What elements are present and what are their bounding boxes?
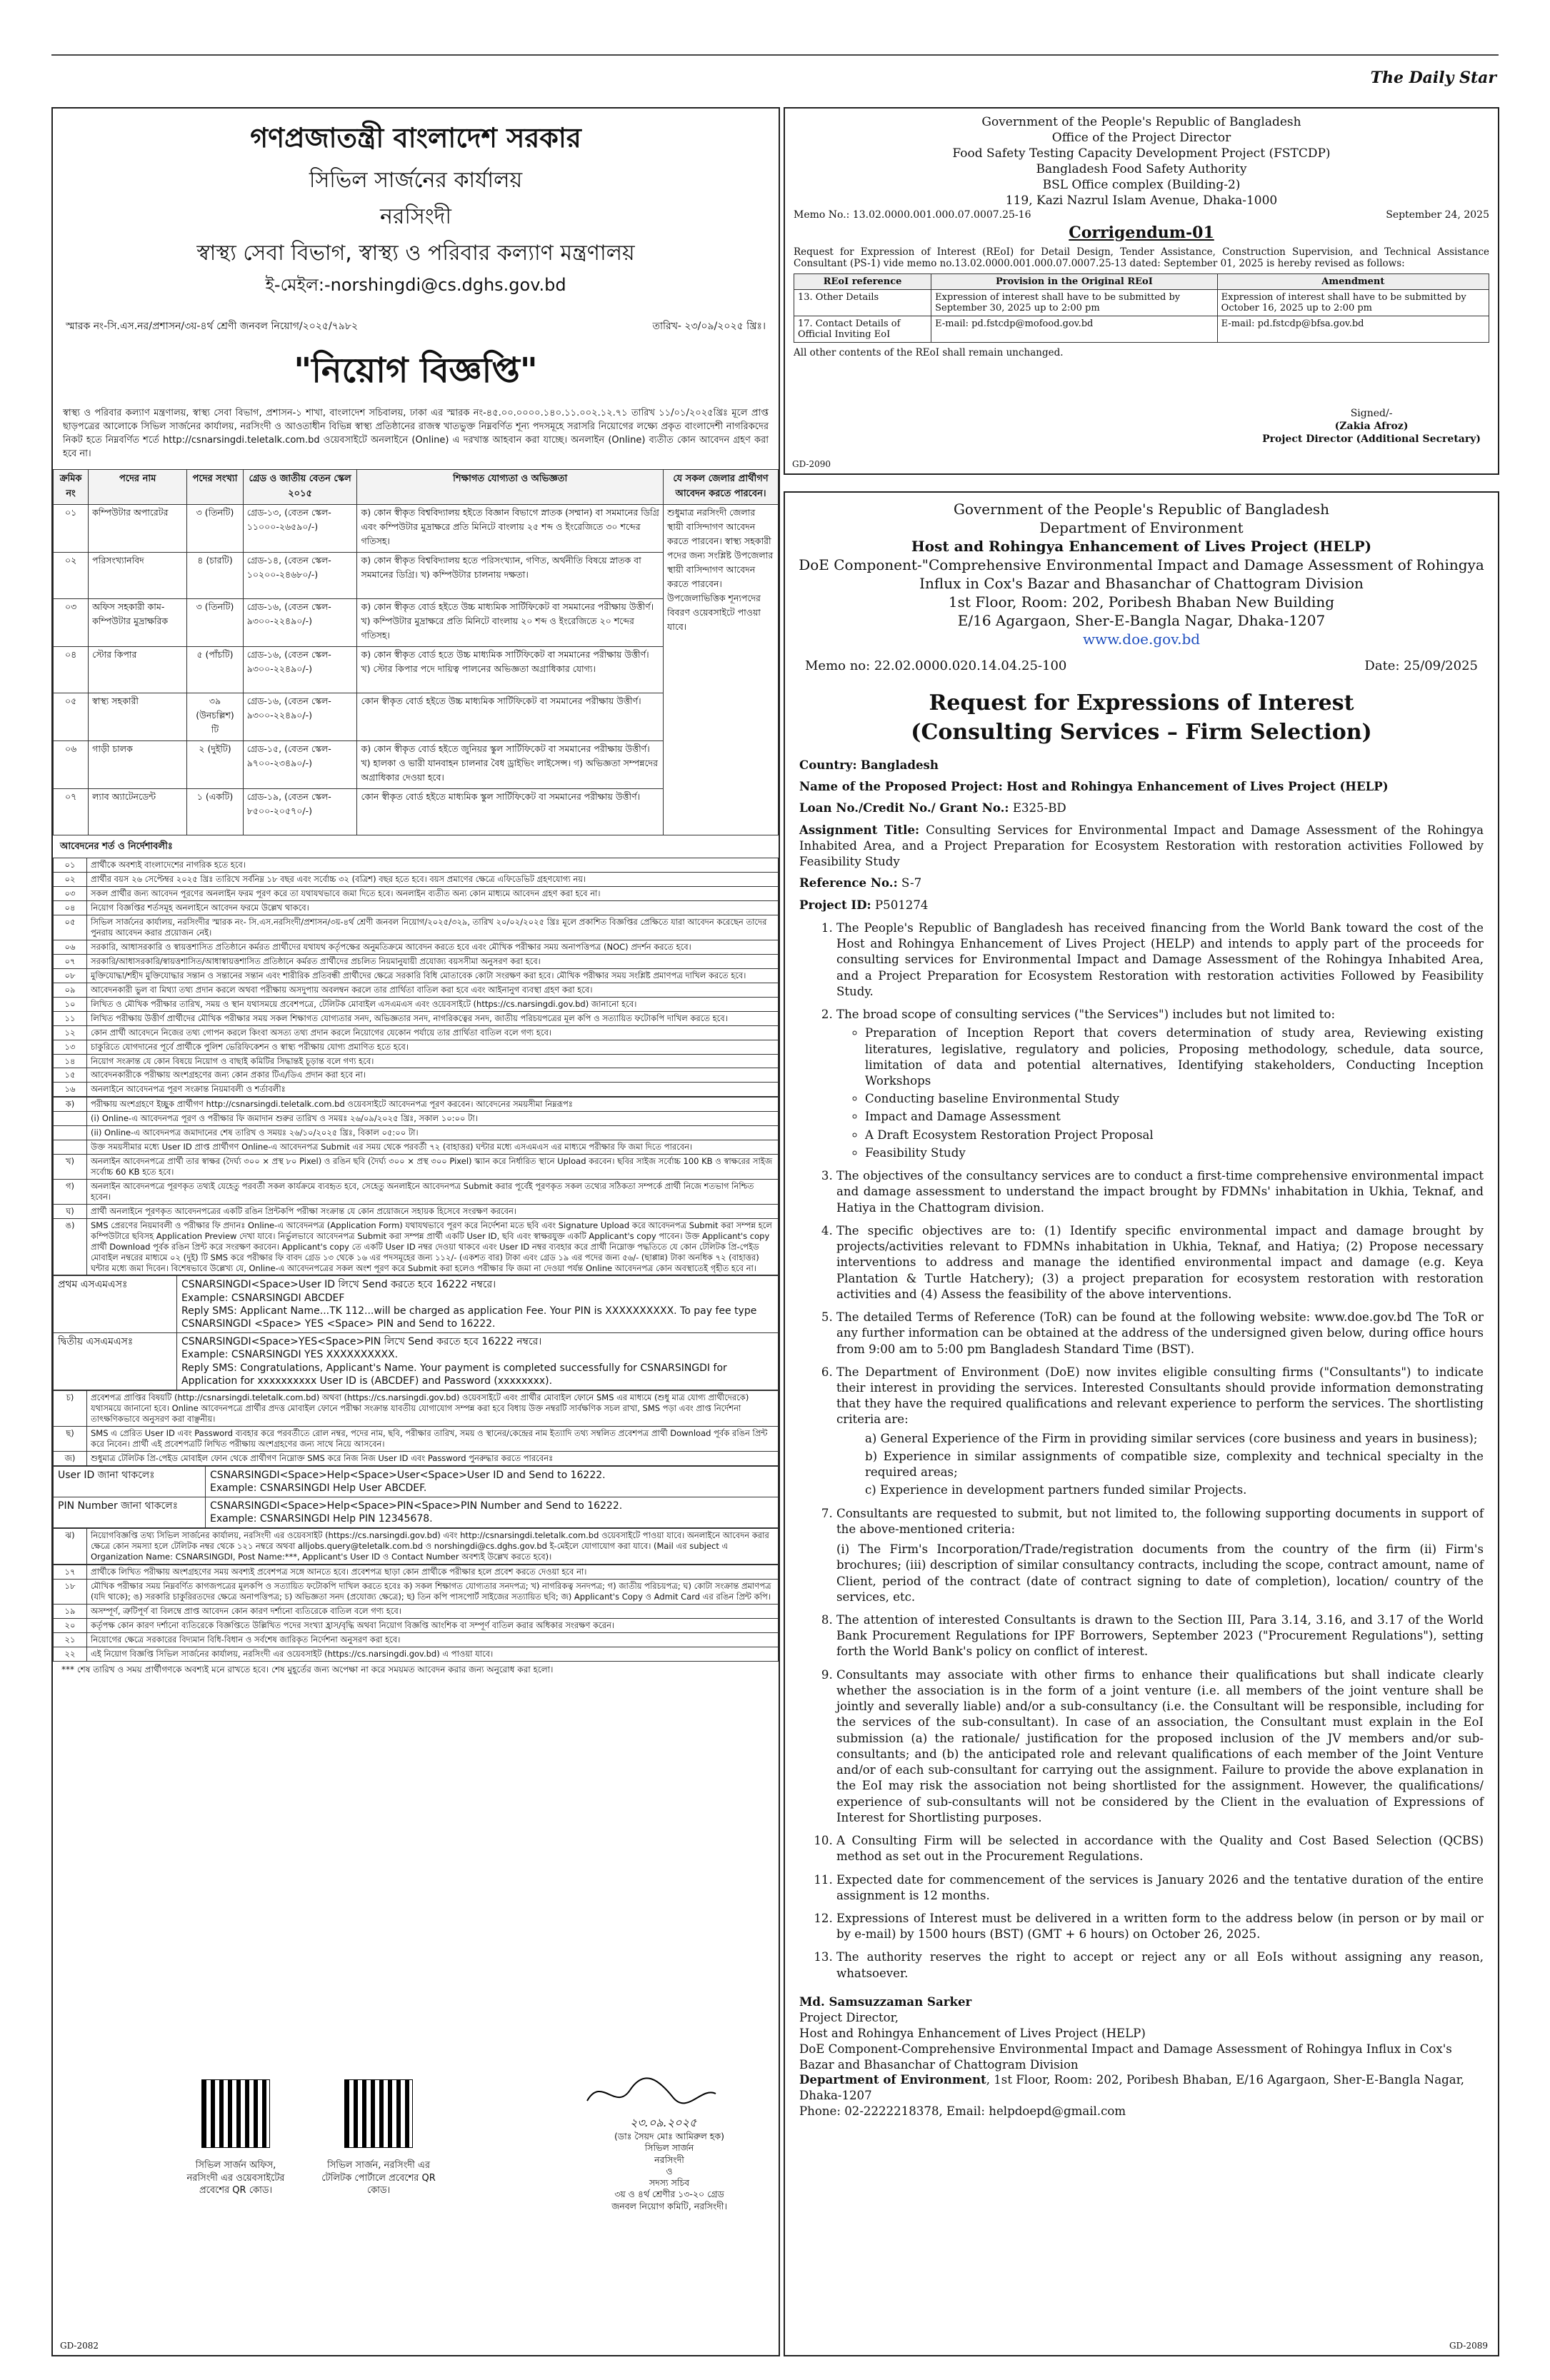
header-line-2: Department of Environment [1039,519,1244,536]
condition-number: ১৬ [54,1083,87,1097]
qr-code-teletalk[interactable] [344,2079,413,2148]
post-qual: ক) কোন স্বীকৃত বোর্ড হইতে জুনিয়র স্কুল সার্টিফিকেট বা সমমানের পরীক্ষায় উত্তীর্ণ। খ) হালকা ও ভারী যানবাহন চালনার বৈধ ড্রাইভিং লাইসেন্স। গ) অভিজ্ঞতা সম্পন্নদের অগ্রাধিকার দেওয়া হবে। [357,741,664,789]
post-name: স্টোর কিপার [89,647,187,693]
header-line-6: E/16 Agargaon, Sher-E-Bangla Nagar, Dhaka-1207 [957,612,1326,629]
list-item: 10. A Consulting Firm will be selected in accordance with the Quality and Cost Based Selection (QCBS) method as set out in the Procurement Regulations. [836,1833,1484,1864]
qr-code-website[interactable] [201,2079,270,2148]
newspaper-masthead: The Daily Star [1370,69,1496,87]
doe-eoi-ad [784,491,1499,2356]
project-id-line: Project ID: P501274 [799,897,929,912]
condition-number [54,1112,87,1126]
table-row [54,915,779,940]
list-item: 4. The specific objectives are to: (1) Identify specific environmental impact and damage brought by projects/activities relevant to FDMNs inhabitation in Ukhia, Teknaf, and Hatiya; (2) Propose necessary interventions to address and manage the identified environmental impact and damage (e.g. Keya Plantation & Turtle Hatchery); (3) a project preparation for ecosystem restoration with restoration activities and (4) Assess the feasibility of the above interventions. [836,1223,1484,1302]
sms-first-reply: Reply SMS: Applicant Name...TK 112...will be charged as application Fee. Your PIN is XXXXXXXXXX. To pay fee type CSNARSINGDI <Space> YES <Space> PIN and Send to 16222. [181,1305,757,1330]
condition-number: ২১ [54,1632,87,1647]
eoi-header [785,493,1498,648]
signatory-address: Department of Environment, 1st Floor, Room: 202, Poribesh Bhaban, E/16 Agargaon, Sher-E-Bangla Nagar, Dhaka-1207 [799,2072,1465,2103]
posts-col-header: গ্রেড ও জাতীয় বেতন স্কেল ২০১৫ [243,470,357,505]
header-line-3: Food Safety Testing Capacity Development Project (FSTCDP) [952,146,1331,161]
eoi-signature: Md. Samsuzzaman Sarker Project Director, Host and Rohingya Enhancement of Lives Project (HELP) DoE Component-Comprehensive Environmental Impact and Damage Assessment of Rohingya Influx in Cox's Bazar and Bhasanchar of Chattogram Division Department of Environment, 1st Floor, Room: 202, Poribesh Bhaban, E/16 Agargaon, Sher-E-Bangla Nagar, Dhaka-1207 Phone: 02-2222218378, Email: helpdoepd@gmail.com [785,1994,1498,2119]
project-line: Name of the Proposed Project: Host and Rohingya Enhancement of Lives Project (HELP) [799,779,1389,794]
condition-text: চাকুরিতে যোগদানের পূর্বে প্রার্থীকে পুলিশ ভেরিফিকেশন ও স্বাস্থ্য পরীক্ষায় যোগ্য প্রমাণিত হতে হবে। [87,1040,779,1054]
table-row [54,1025,779,1040]
condition-number: ১০ [54,997,87,1011]
table-row [54,1126,779,1140]
condition-number: ২০ [54,1618,87,1632]
posts-col-header: পদের সংখ্যা [187,470,244,505]
condition-number: ০৬ [54,940,87,955]
sms-second-label: দ্বিতীয় এসএমএসঃ [54,1333,177,1390]
district-title: নরসিংদী [379,204,452,229]
uid-example: Example: CSNARSINGDI Help User ABCDEF. [210,1482,427,1494]
list-item: 8. The attention of interested Consultants is drawn to the Section III, Para 3.14, 3.16, and 3.17 of the World Bank Procurement Regulations for IPF Borrowers, September 2023 ("Procurement Regulations"), setting forth the World Bank's policy on conflict of interest. [836,1612,1484,1660]
uid-line: CSNARSINGDI<Space>Help<Space>User<Space>User ID and Send to 16222. [210,1469,606,1481]
header-line-1: Government of the People's Republic of Bangladesh [953,501,1330,518]
col-original: Provision in the Original REoI [931,273,1218,289]
list-item: 2. The broad scope of consulting services ("the Services") includes but not limited to: ◦ Preparation of Inception Report that covers determination of study area, Reviewing existing literatures, legislative, regulatory and policies, Proposing methodology, schedule, data source, limitation of data and potential alternatives, Identifying stakeholders, Conducting Inception Workshops ◦ Conducting baseline Environmental Study ◦ Impact and Damage Assessment ◦ A Draft Ecosystem Restoration Project Proposal ◦ Feasibility Study [836,1007,1484,1161]
condition-text: উক্ত সময়সীমার মধ্যে User ID প্রাপ্ত প্রার্থীগণ Online-এ আবেদনপত্র Submit এর সময় থেকে পরবর্তী ৭২ (বাহাত্তর) ঘন্টার মধ্যে এসএমএস এর মাধ্যমে পরীক্ষার ফি জমা দিতে পারবেন। [87,1140,779,1155]
post-count: ৫ (পাঁচটি) [187,647,244,693]
post-name: গাড়ী চালক [89,741,187,789]
corrigendum-signature [1262,407,1481,446]
criteria-item: b) Experience in similar assignments of compatible size, complexity and technical specialty in the required areas; [865,1449,1484,1480]
post-count: ২ (দুইটি) [187,741,244,789]
condition-text: সিভিল সার্জনের কার্যালয়, নরসিংদীর স্মারক নং- সি.এস.নরসিংদী/প্রশাসন/৩য়-৪র্থ শ্রেণী জনবল নিয়োগ/২০২৫/৩২৯, তারিখ ২০/০২/২০২৫ খ্রিঃ মূলে প্রকাশিত বিজ্ঞপ্তির প্রেক্ষিতে যারা আবেদন করেছেন তাদের পুনরায় আবেদন করার প্রয়োজন নেই। [87,915,779,940]
table-row [54,1647,779,1661]
condition-text: (ii) Online-এ আবেদনপত্র জমাদানের শেষ তারিখ ও সময়ঃ ২৬/১০/২০২৫ খ্রিঃ, বিকাল ০৫:০০ টা। [87,1126,779,1140]
uid-label: User ID জানা থাকলেঃ [54,1466,206,1497]
notice-title: "নিয়োগ বিজ্ঞপ্তি" [294,351,538,391]
condition-number: ১১ [54,1011,87,1025]
condition-number: ১৯ [54,1604,87,1618]
condition-text: মৌখিক পরীক্ষার সময় নিম্নবর্ণিত কাগজপত্রের মূলকপি ও সত্যায়িত ফটোকপি দাখিল করতে হবেঃ ক) সকল শিক্ষাগত যোগ্যতার সনদপত্র; খ) নাগরিকত্ব সনদপত্র; গ) জাতীয় পরিচয়পত্র; ঘ) কোটা সংক্রান্ত প্রমাণপত্র (যদি থাকে); ঙ) সরকারি চাকুরিরতদের ক্ষেত্রে অনাপত্তিপত্র; চ) অভিজ্ঞতা সনদ (প্রযোজ্য ক্ষেত্রে); ছ) তিন কপি পাসপোর্ট সাইজের সত্যায়িত ছবি; জ) Applicant's Copy ও Admit Card এর রঙিন প্রিন্ট কপি। [87,1580,779,1605]
website-link[interactable]: www.doe.gov.bd [1082,631,1201,648]
condition-number: ১৪ [54,1054,87,1068]
ministry-title: স্বাস্থ্য সেবা বিভাগ, স্বাস্থ্য ও পরিবার কল্যাণ মন্ত্রণালয় [196,241,635,266]
table-row [54,1155,779,1180]
post-no: ০৫ [54,693,89,741]
table-row [54,997,779,1011]
condition-text: প্রার্থীর বয়স ২৬ সেপ্টেম্বর ২০২৫ খ্রিঃ তারিখে সর্বনিম্ন ১৮ বছর এবং সর্বোচ্চ ৩২ (বত্রিশ) বছর হতে হবে। বয়স প্রমাণের ক্ষেত্রে এফিডেভিট গ্রহণযোগ্য নয়। [87,873,779,887]
post-grade: গ্রেড-১৬, (বেতন স্কেল- ৯৩০০-২২৪৯০/-) [243,599,357,647]
admit-card-note: প্রবেশপত্র প্রাপ্তির বিষয়টি (http://csnarsingdi.teletalk.com.bd) অথবা (https://cs.narsingdi.gov.bd) ওয়েবসাইটে এবং প্রার্থীর মোবাইল ফোনে SMS এর মাধ্যমে (শুধু মাত্র যোগ্য প্রার্থীদেরকে) যথাসময়ে জানানো হবে। Online আবেদনপত্রে প্রার্থীর প্রদত্ত মোবাইল ফোনে পরীক্ষা সংক্রান্ত যাবতীয় যোগাযোগ সম্পন্ন করা হবে বিধায় উক্ত নম্বরটি সার্বক্ষণিক সচল রাখা, SMS পড়া এবং প্রাপ্ত নির্দেশনা তাৎক্ষণিকভাবে অনুসরণ করা বাঞ্ছনীয়। [87,1390,779,1426]
footnote: *** শেষ তারিখ ও সময় প্রার্থীগণকে অবশ্যই মনে রাখতে হবে। শেষ মুহূর্তের জন্য অপেক্ষা না করে সময়মত আবেদন করার জন্য অনুরোধ করা হলো। [61,1664,554,1674]
table-row: 13. Other Details Expression of interest shall have to be submitted by September 30, 2025 up to 2:00 pm Expression of interest shall have to be submitted by October 16, 2025 up to 2:00 pm [794,289,1489,316]
gd-number: GD-2082 [60,2341,99,2351]
post-name: ল্যাব অ্যাটেনডেন্ট [89,789,187,835]
sms-first-line: CSNARSINGDI<Space>User ID লিখে Send করতে হবে 16222 নম্বরে। [181,1279,496,1291]
table-row [54,968,779,983]
fstcdp-corrigendum-ad [784,107,1499,475]
condition-text: নিয়োগ বিজ্ঞপ্তির শর্তসমূহ অনলাইনে আবেদন ফরমে উল্লেখ থাকবে। [87,901,779,915]
sms-first-example: Example: CSNARSINGDI ABCDEF [181,1292,345,1304]
remain-note: All other contents of the REoI shall remain unchanged. [794,346,1064,358]
table-row [54,1083,779,1097]
signature-image [580,2072,723,2115]
header-line-6: 119, Kazi Nazrul Islam Avenue, Dhaka-1000 [1005,194,1278,209]
memo-number: স্মারক নং-সি.এস.নর/প্রশাসন/৩য়-৪র্থ শ্রেণী জনবল নিয়োগ/২০২৫/৭৯৮২ [66,321,359,332]
assignment-line: Assignment Title: Consulting Services for Environmental Impact and Damage Assessment of the Rohingya Inhabited Area, and a Project Preparation for Ecosystem Restoration with restoration activities Followed by Feasibility Study [799,822,1484,869]
office-title: সিভিল সার্জনের কার্যালয় [309,168,523,193]
condition-number: ০১ [54,858,87,873]
user-id-note: SMS এ প্রেরিত User ID এবং Password ব্যবহার করে পরবর্তীতে রোল নম্বর, পদের নাম, ছবি, পরীক্ষার তারিখ, সময় ও স্থানের/কেন্দ্রের নাম ইত্যাদি তথ্য সম্বলিত প্রবেশপত্র প্রার্থী Download পূর্বক রঙিন প্রিন্ট করে নিবেন। প্রার্থী এই প্রবেশপত্রটি লিখিত পরীক্ষায় অংশগ্রহণের জন্য সাথে নিয়ে আসবেন। [87,1426,779,1451]
memo-number: Memo no: 22.02.0000.020.14.04.25-100 [805,658,1067,673]
list-item: 1. The People's Republic of Bangladesh has received financing from the World Bank toward the cost of the Host and Rohingya Enhancement of Lives Project (HELP) and intends to apply part of the proceeds for consulting services for Environmental Impact and Damage Assessment of the Rohingya Inhabited Area, and a Project Preparation for Ecosystem Restoration with restoration activities Followed by Feasibility Study. [836,920,1484,1000]
header-line-5: 1st Floor, Room: 202, Poribesh Bhaban New Building [948,593,1335,611]
posts-col-header: শিক্ষাগত যোগ্যতা ও অভিজ্ঞতা [357,470,664,505]
condition-number [54,1126,87,1140]
pin-label: PIN Number জানা থাকলেঃ [54,1497,206,1527]
memo-number: Memo No.: 13.02.0000.001.000.07.0007.25-16 [794,209,1031,221]
post-count: ৩ (তিনটি) [187,505,244,553]
condition-text: অনলাইনে আবেদনপত্র পূরণ সংক্রান্ত নিয়মাবলী ও শর্তাবলীঃ [87,1083,779,1097]
post-name: অফিস সহকারী কাম-কম্পিউটার মুদ্রাক্ষরিক [89,599,187,647]
posts-col-header: যে সকল জেলার প্রার্থীগণ আবেদন করতে পারবেন। [664,470,779,505]
condition-text: সকল প্রার্থীর জন্য আবেদন পূরণের অনলাইন ফরম পূরণ করে তা যথাযথভাবে জমা দিতে হবে। অনলাইন ব্যতীত অন্য কোন মাধ্যমে আবেদন গ্রহণ করা হবে না। [87,887,779,901]
qr-row [66,2079,766,2222]
condition-text: লিখিত পরীক্ষায় উত্তীর্ণ প্রার্থীদের মৌখিক পরীক্ষার সময় সকল শিক্ষাগত যোগ্যতার সনদ, অভিজ্ঞতার সনদ, নাগরিকত্বের সনদ, জাতীয় পরিচয়পত্রের মূল কপি ও সত্যায়িত ফটোকপি দাখিল করতে হবে। [87,1011,779,1025]
post-grade: গ্রেড-১৬, (বেতন স্কেল- ৯৩০০-২২৪৯০/-) [243,693,357,741]
scope-item: ◦ Conducting baseline Environmental Study [865,1091,1484,1107]
condition-number: ১৭ [54,1565,87,1580]
condition-text: সরকারি/আধাসরকারি/স্বায়ত্তশাসিত/আধাস্বায়ত্তশাসিত প্রতিষ্ঠানে কর্মরত প্রার্থীদের প্রচলিত নিয়মানুযায়ী প্রযোজ্য বয়সসীমা অনুসরণ করা হবে। [87,954,779,968]
table-row [54,1040,779,1054]
corrigendum-header [785,109,1498,209]
posts-table [53,469,779,835]
table-row [54,887,779,901]
table-row [54,1179,779,1204]
sms-first-body [177,1276,779,1333]
password-recovery-title: শুধুমাত্র টেলিটক প্রি-পেইড মোবাইল ফোন থেকে প্রার্থীগণ নিম্নোক্ত SMS করে নিজ নিজ User ID এবং Password পুনরুদ্ধার করতে পারবেনঃ [87,1451,779,1465]
condition-number: ১৮ [54,1580,87,1605]
gd-number: GD-2089 [1449,2341,1488,2351]
memo-row [53,318,779,335]
list-item: 12. Expressions of Interest must be delivered in a written form to the address below (in person or by mail or by e-mail) by 1500 hours (BST) (GMT + 6 hours) on October 26, 2025. [836,1911,1484,1942]
notice-intro: স্বাস্থ্য ও পরিবার কল্যাণ মন্ত্রণালয়, স্বাস্থ্য সেবা বিভাগ, প্রশাসন-১ শাখা, বাংলাদেশ সচিবালয়, ঢাকা এর স্মারক নং-৪৫.০০.০০০০.১৪০.১১.০০২.১২.৭১ তারিখ ১১/০১/২০২৫খ্রিঃ মূলে প্রাপ্ত ছাড়পত্রের আলোকে সিভিল সার্জনের কার্যালয়, নরসিংদী ও আওতাধীন বিভিন্ন স্বাস্থ্য প্রতিষ্ঠানের রাজস্ব খাতভুক্ত নিম্নবর্ণিত শূন্য পদসমূহে সরাসরি নিয়োগের লক্ষ্যে প্রকৃত বাংলাদেশী নাগরিকদের নিকট হতে নিম্নবর্ণিত শর্তে http://csnarsingdi.teletalk.com.bd ওয়েবসাইটে অনলাইনে (Online) এ দরখাস্ত আহবান করা যাচ্ছে। অনলাইন (Online) ব্যতীত কোন আবেদন গ্রহণ করা হবে না। [63,408,769,459]
post-qual: ক) কোন স্বীকৃত বিশ্ববিদ্যালয় হইতে বিজ্ঞান বিভাগে স্নাতক (সম্মান) বা সমমানের ডিগ্রি এবং কম্পিউটার মুদ্রাক্ষরে প্রতি মিনিটে বাংলায় ২৫ শব্দ ও ইংরেজিতে ৩০ শব্দের গতিসহ। [357,505,664,553]
condition-number: ১২ [54,1025,87,1040]
post-qual: ক) কোন স্বীকৃত বোর্ড হতে উচ্চ মাধ্যমিক সার্টিফিকেট বা সমমানের পরীক্ষায় উত্তীর্ণ। খ) স্টোর কিপার পদে দায়িত্ব পালনের অভিজ্ঞতা অগ্রাধিকার যোগ্য। [357,647,664,693]
sms-instructions [53,1275,779,1390]
criteria-item: c) Experience in development partners funded similar Projects. [865,1483,1247,1497]
pin-example: Example: CSNARSINGDI Help PIN 12345678. [210,1513,433,1525]
scope-item: ◦ Preparation of Inception Report that covers determination of study area, Reviewing existing literatures, legislative, regulatory and policies, Proposing methodology, schedule, data source, limitation of data and potential alternatives, Identifying stakeholders, Conducting Inception Workshops [865,1025,1484,1089]
condition-number: ক) [54,1098,87,1112]
condition-text: এই নিয়োগ বিজ্ঞপ্তি সিভিল সার্জনের কার্যালয়, নরসিংদী এর ওয়েবসাইট (https://cs.narsingdi.gov.bd) এ পাওয়া যাবে। [87,1647,779,1661]
post-no: ০১ [54,505,89,553]
condition-number: ১৫ [54,1068,87,1083]
qr-website-caption: সিভিল সার্জন অফিস, নরসিংদী এর ওয়েবসাইটের প্রবেশের QR কোড। [186,2160,285,2196]
post-name: পরিসংখ্যানবিদ [89,553,187,599]
posts-col-header: পদের নাম [89,470,187,505]
table-row [54,940,779,955]
condition-number: ০৯ [54,983,87,997]
table-row [54,1565,779,1580]
condition-text: প্রার্থীকে লিখিত পরীক্ষায় অংশগ্রহণের সময় অবশ্যই প্রবেশপত্র সঙ্গে আনতে হবে। প্রবেশপত্র ছাড়া কোন প্রার্থীকে পরীক্ষার হলে প্রবেশ করতে দেওয়া হবে না। [87,1565,779,1580]
condition-text: নিয়োগ সংক্রান্ত যে কোন বিষয়ে নিয়োগ ও বাছাই কমিটির সিদ্ধান্তই চূড়ান্ত বলে গণ্য হবে। [87,1054,779,1068]
condition-number: খ) [54,1155,87,1180]
civil-surgeon-recruitment-ad [51,107,780,2356]
reference-line: Reference No.: S-7 [799,875,922,890]
conditions-title: আবেদনের শর্ত ও নির্দেশাবলীঃ [60,841,173,853]
condition-number: ০২ [54,873,87,887]
table-row [54,505,779,553]
post-qual: ক) কোন স্বীকৃত বিশ্ববিদ্যালয় হতে পরিসংখ্যান, গণিত, অর্থনীতি বিষয়ে স্নাতক বা সমমানের ডিগ্রি। খ) কম্পিউটার চালনায় দক্ষতা। [357,553,664,599]
table-row: 17. Contact Details of Official Inviting EoI E-mail: pd.fstcdp@mofood.gov.bd E-mail: pd.fstcdp@bfsa.gov.bd [794,316,1489,342]
memo-date: তারিখ- ২৩/০৯/২০২৫ খ্রিঃ। [652,321,766,332]
table-row [54,1580,779,1605]
condition-number: ১৩ [54,1040,87,1054]
condition-text: লিখিত ও মৌখিক পরীক্ষার তারিখ, সময় ও স্থান যথাসময়ে প্রবেশপত্রে, টেলিটক মোবাইল এসএমএস এবং ওয়েবসাইটে (https://cs.narsingdi.gov.bd) জানানো হবে। [87,997,779,1011]
list-item: 9. Consultants may associate with other firms to enhance their qualifications but shall indicate clearly whether the association is in the form of a joint venture (i.e. all members of the joint venture shall be jointly and severally liable) and/or a sub-consultancy (i.e. the Consultant will be responsible, including for the services of the sub-consultant). In case of an association, the Consultant must explain in the EoI submission (a) the rationale/ justification for the proposed inclusion of the JV members and/or sub-consultants; and (b) the anticipated role and relevant qualifications of each member of the Joint Venture and/or of each sub-consultant for carrying out the assignment. Failure to provide the above explanation in the EoI may risk the association not being shortlisted for the assignment. However, the qualifications/ experience of sub-consultants will not be considered by the Client in the evaluation of Expressions of Interest for Shortlisting purposes. [836,1667,1484,1826]
office-email: ই-মেইল:-norshingdi@cs.dghs.gov.bd [265,275,566,295]
scope-item: ◦ A Draft Ecosystem Restoration Project Proposal [865,1128,1484,1143]
condition-text: SMS প্রেরণের নিয়মাবলী ও পরীক্ষার ফি প্রদানঃ Online-এ আবেদনপত্র (Application Form) যথাযথভাবে পূরণ করে নির্দেশনা মতে ছবি এবং Signature Upload করে আবেদনপত্র Submit করা সম্পন্ন হলে কম্পিউটারে ছবিসহ Application Preview দেখা যাবে। নির্ভুলভাবে আবেদনপত্র Submit করা সম্পন্ন প্রার্থী একটি User ID, ছবি এবং স্বাক্ষরযুক্ত একটি Applicant's copy পাবেন। উক্ত Applicant's copy প্রার্থী Download পূর্বক রঙিন প্রিন্ট করে সংরক্ষণ করবেন। Applicant's copy তে একটি User ID নম্বর দেওয়া থাকবে এবং User ID নম্বর ব্যবহার করে প্রার্থী নিম্নোক্ত পদ্ধতিতে যে কোন টেলিটক প্রি-পেইড মোবাইল নম্বরের মাধ্যমে ০২ (দুই) টি SMS করে পরীক্ষার ফি বাবদ গ্রেড ১৩ থেকে ১৬ এর পদসমূহের জন্য ১১২/- (একশত বার) টাকা এবং গ্রেড ১৯ এর পদের জন্য ৫৬/- (ছাপ্পান্ন) টাকা অনধিক ৭২ (বাহাত্তর) ঘন্টার মধ্যে জমা দিবেন। বিশেষভাবে উল্লেখ্য যে, Online-এ আবেদনপত্রের সকল অংশ পূরণ করে Submit করা হলেও পরীক্ষার ফি জমা না দেওয়া পর্যন্ত Online আবেদনপত্র কোন অবস্থাতেই গৃহীত হবে না। [87,1218,779,1275]
sms-second-line: CSNARSINGDI<Space>YES<Space>PIN লিখে Send করতে হবে 16222 নম্বরে। [181,1336,542,1348]
corrigendum-memo-row [785,209,1498,221]
amendment-table [794,273,1489,343]
online-rules-table [53,1097,779,1275]
condition-text: প্রার্থী অনলাইনে পূরণকৃত আবেদনপত্রের একটি রঙিন প্রিন্টকপি পরীক্ষা সংক্রান্ত যে কোন প্রয়োজনে সহায়ক হিসেবে সংরক্ষণ করবেন। [87,1204,779,1218]
post-grade: গ্রেড-১৯, (বেতন স্কেল- ৮৫০০-২০৫৭০/-) [243,789,357,835]
signatory-block: (ডাঃ সৈয়দ মোঃ আমিরুল হক) সিভিল সার্জন নরসিংদী ও সদস্য সচিব ৩য় ও ৪র্থ শ্রেণীর ১৩-২০ গ্রেড জনবল নিয়োগ কমিটি, নরসিংদী। [611,2131,727,2211]
sms-notes: চ) প্রবেশপত্র প্রাপ্তির বিষয়টি (http://csnarsingdi.teletalk.com.bd) অথবা (https://cs.narsingdi.gov.bd) ওয়েবসাইটে এবং প্রার্থীর মোবাইল ফোনে SMS এর মাধ্যমে (শুধু মাত্র যোগ্য প্রার্থীদেরকে) যথাসময়ে জানানো হবে। Online আবেদনপত্রে প্রার্থীর প্রদত্ত মোবাইল ফোনে পরীক্ষা সংক্রান্ত যাবতীয় যোগাযোগ সম্পন্ন করা হবে বিধায় উক্ত নম্বরটি সার্বক্ষণিক সচল রাখা, SMS পড়া এবং প্রাপ্ত নির্দেশনা তাৎক্ষণিকভাবে অনুসরণ করা বাঞ্ছনীয়। ছ) SMS এ প্রেরিত User ID এবং Password ব্যবহার করে পরবর্তীতে রোল নম্বর, পদের নাম, ছবি, পরীক্ষার তারিখ, সময় ও স্থানের/কেন্দ্রের নাম ইত্যাদি তথ্য সম্বলিত প্রবেশপত্র প্রার্থী Download পূর্বক রঙিন প্রিন্ট করে নিবেন। প্রার্থী এই প্রবেশপত্রটি লিখিত পরীক্ষায় অংশগ্রহণের জন্য সাথে নিয়ে আসবেন। জ) শুধুমাত্র টেলিটক প্রি-পেইড মোবাইল ফোন থেকে প্রার্থীগণ নিম্নোক্ত SMS করে নিজ নিজ User ID এবং Password পুনরুদ্ধার করতে পারবেনঃ [53,1390,779,1466]
post-no: ০৪ [54,647,89,693]
criteria-item: a) General Experience of the Firm in providing similar services (core business and years in business); [865,1431,1478,1445]
signatory-designation: Project Director (Additional Secretary) [1262,433,1481,446]
condition-text: (i) Online-এ আবেদনপত্র পূরণ ও পরীক্ষার ফি জমাদান শুরুর তারিখ ও সময়ঃ ২৬/০৯/২০২৫ খ্রিঃ, সকাল ১০:০০ টা। [87,1112,779,1126]
list-item: 11. Expected date for commencement of the services is January 2026 and the tentative duration of the entire assignment is 12 months. [836,1872,1484,1904]
condition-number: ২২ [54,1647,87,1661]
table-row [54,1218,779,1275]
condition-text: আবেদনকারী ভুল বা মিথ্যা তথ্য প্রদান করলে অথবা পরীক্ষায় অসদুপায় অবলম্বন করলে তার প্রার্থিতা বাতিল করা হবে এবং আইনানুগ ব্যবস্থা গ্রহণ করা হবে। [87,983,779,997]
post-grade: গ্রেড-১৩, (বেতন স্কেল- ১১০০০-২৬৫৯০/-) [243,505,357,553]
memo-date: Date: 25/09/2025 [1364,658,1478,673]
condition-number: ঙ) [54,1218,87,1275]
corrigendum-body: Request for Expression of Interest (REoI) for Detail Design, Tender Assistance, Construction Supervision, and Technical Assistance Consultant (PS-1) vide memo no.13.02.0000.001.000.07.0007.25-13 dated: September 01, 2025 is hereby revised as follows: [794,246,1489,269]
table-row [54,1068,779,1083]
table-row [54,1054,779,1068]
eoi-memo-row [785,658,1498,673]
header-line-4: DoE Component-"Comprehensive Environmental Impact and Damage Assessment of Rohingya Influx in Cox's Bazar and Bhasanchar of Chattogram Division [799,556,1484,592]
loan-line: Loan No./Credit No./ Grant No.: E325-BD [799,800,1066,815]
table-row [54,1011,779,1025]
table-row [54,901,779,915]
table-row [54,1140,779,1155]
corrigendum-title: Corrigendum-01 [1069,223,1214,242]
post-grade: গ্রেড-১৫, (বেতন স্কেল- ৯৭০০-২৩৪৯০/-) [243,741,357,789]
contact-text: নিয়োগবিজ্ঞপ্তি তথ্য সিভিল সার্জনের কার্যালয়, নরসিংদী এর ওয়েবসাইট (https://cs.narsingdi.gov.bd) এবং http://csnarsingdi.teletalk.com.bd ওয়েবসাইটে পাওয়া যাবে। অনলাইনে আবেদন করার ক্ষেত্রে কোন সমস্যা হলে টেলিটক নম্বর থেকে ১২১ নম্বরে অথবা alljobs.query@teletalk.com.bd ও norshingdi@cs.dghs.gov.bd ই-মেইলে যোগাযোগ করা যাবে। (Mail এর subject এ Organization Name: CSNARSINGDI, Post Name:***, Applicant's User ID ও Contact Number অবশ্যই উল্লেখ করতে হবে)। [87,1529,779,1565]
post-no: ০৭ [54,789,89,835]
table-row [54,1098,779,1112]
pin-line: CSNARSINGDI<Space>Help<Space>PIN<Space>PIN Number and Send to 16222. [210,1500,623,1512]
header-line-1: Government of the People's Republic of Bangladesh [981,115,1301,129]
post-qual: ক) কোন স্বীকৃত বোর্ড হইতে উচ্চ মাধ্যমিক সার্টিফিকেট বা সমমানের পরীক্ষায় উত্তীর্ণ। খ) কম্পিউটার মুদ্রাক্ষরে প্রতি মিনিটে বাংলায় ২০ শব্দ ও ইংরেজিতে ২০ শব্দের গতিসহ। [357,599,664,647]
table-row [54,858,779,873]
header-line-2: Office of the Project Director [1051,131,1231,146]
signed: Signed/- [1350,408,1393,419]
condition-text: অনলাইন আবেদনপত্রে প্রার্থী তার স্বাক্ষর (দৈর্ঘ্য ৩০০ × প্রস্থ ৮০ Pixel) ও রঙিন ছবি (দৈর্ঘ্য ৩০০ × প্রস্থ ৩০০ Pixel) স্ক্যান করে নির্ধারিত স্থানে Upload করবেন। ছবির সাইজ সর্বোচ্চ 100 KB ও স্বাক্ষরের সাইজ সর্বোচ্চ 60 KB হতে হবে। [87,1155,779,1180]
condition-text: অসম্পূর্ণ, ত্রুটিপূর্ণ বা বিলম্বে প্রাপ্ত আবেদন কোন কারণ দর্শানো ব্যতিরেকে বাতিল বলে গণ্য হবে। [87,1604,779,1618]
sms-second-body [177,1333,779,1390]
table-row [54,1618,779,1632]
header-line-4: Bangladesh Food Safety Authority [1036,162,1247,177]
list-item: 5. The detailed Terms of Reference (ToR) can be found at the following website: www.doe.gov.bd The ToR or any further information can be obtained at the address of the undersigned given below, during office hours from 9:00 am to 5:00 pm Bangladesh Standard Time (BST). [836,1310,1484,1357]
contact-note: ঝ) নিয়োগবিজ্ঞপ্তি তথ্য সিভিল সার্জনের কার্যালয়, নরসিংদী এর ওয়েবসাইট (https://cs.narsingdi.gov.bd) এবং http://csnarsingdi.teletalk.com.bd ওয়েবসাইটে পাওয়া যাবে। অনলাইনে আবেদন করার ক্ষেত্রে কোন সমস্যা হলে টেলিটক নম্বর থেকে ১২১ নম্বরে অথবা alljobs.query@teletalk.com.bd ও norshingdi@cs.dghs.gov.bd ই-মেইলে যোগাযোগ করা যাবে। (Mail এর subject এ Organization Name: CSNARSINGDI, Post Name:***, Applicant's User ID ও Contact Number অবশ্যই উল্লেখ করতে হবে)। [53,1528,779,1565]
header-line-3: Host and Rohingya Enhancement of Lives Project (HELP) [911,538,1372,555]
post-count: ৩ (তিনটি) [187,599,244,647]
scope-item: ◦ Feasibility Study [865,1145,1484,1161]
eoi-paragraphs [799,920,1484,1982]
condition-text: মুক্তিযোদ্ধা/শহীদ মুক্তিযোদ্ধার সন্তান ও সন্তানের সন্তান এবং শারীরিক প্রতিবন্ধী প্রার্থীদের ক্ষেত্রে সরকারি বিধি মোতাবেক কোটা সংরক্ষণ করা হবে। মৌখিক পরীক্ষার সময় সংশ্লিষ্ট প্রমাণপত্র দাখিল করতে হবে। [87,968,779,983]
condition-text: আবেদনকারীকে পরীক্ষায় অংশগ্রহণের জন্য কোন প্রকার টিএ/ডিএ প্রদান করা হবে না। [87,1068,779,1083]
table-row [54,1112,779,1126]
posts-col-header: ক্রমিক নং [54,470,89,505]
condition-text: প্রার্থীকে অবশ্যই বাংলাদেশের নাগরিক হতে হবে। [87,858,779,873]
signature-date: ২৩.০৯.২০২৫ [630,2116,697,2129]
table-row [54,1204,779,1218]
condition-number: ০৩ [54,887,87,901]
post-no: ০৬ [54,741,89,789]
post-qual: কোন স্বীকৃত বোর্ড হইতে উচ্চ মাধ্যমিক সার্টিফিকেট বা সমমানের পরীক্ষায় উত্তীর্ণ। [357,693,664,741]
condition-text: কোন প্রার্থী আবেদনে নিজের তথ্য গোপন করলে কিংবা অসত্য তথ্য প্রদান করলে নিয়োগের যেকোন পর্যায়ে তার প্রার্থিতা বাতিল বলে গণ্য হবে। [87,1025,779,1040]
page-top-rule [51,54,1499,56]
condition-text: কর্তৃপক্ষ কোন কারণ দর্শানো ব্যতিরেকে বিজ্ঞপ্তিতে উল্লিখিত পদের সংখ্যা হ্রাস/বৃদ্ধি অথবা নিয়োগ বিজ্ঞপ্তি আংশিক বা সম্পূর্ণ বাতিল করার অধিকার সংরক্ষণ করেন। [87,1618,779,1632]
post-no: ০২ [54,553,89,599]
condition-number: ০৪ [54,901,87,915]
memo-date: September 24, 2025 [1386,209,1489,221]
condition-number: ঘ) [54,1204,87,1218]
table-row [54,1604,779,1618]
post-grade: গ্রেড-১৬, (বেতন স্কেল- ৯৩০০-২২৪৯০/-) [243,647,357,693]
condition-number: ০৫ [54,915,87,940]
col-reference: REoI reference [794,273,931,289]
scope-item: ◦ Impact and Damage Assessment [865,1109,1484,1125]
post-grade: গ্রেড-১৪, (বেতন স্কেল- ১০২০০-২৪৬৮০/-) [243,553,357,599]
condition-number: ০৭ [54,954,87,968]
post-name: কম্পিউটার অপারেটর [89,505,187,553]
post-count: ৩৯ (উনচল্লিশ) টি [187,693,244,741]
post-count: ১ (একটি) [187,789,244,835]
ad-header [53,117,779,301]
condition-text: অনলাইন আবেদনপত্রে পূরণকৃত তথ্যই যেহেতু পরবর্তী সকল কার্যক্রমে ব্যবহৃত হবে, সেহেতু অনলাইনে আবেদনপত্র Submit করার পূর্বেই পূরণকৃত সকল তথ্যের সঠিকতা সম্পর্কে প্রার্থী নিজে শতভাগ নিশ্চিত হবেন। [87,1179,779,1204]
post-count: ৪ (চারটি) [187,553,244,599]
qr-teletalk-caption: সিভিল সার্জন, নরসিংদী এর টেলিটক পোর্টালে প্রবেশের QR কোড। [321,2160,436,2196]
condition-number [54,1140,87,1155]
conditions-table [53,858,779,1097]
govt-title: গণপ্রজাতন্ত্রী বাংলাদেশ সরকার [250,122,581,154]
condition-text: নিয়োগের ক্ষেত্রে সরকারের বিদ্যমান বিধি-বিধান ও সর্বশেষ জারিকৃত নির্দেশনা অনুসরণ করা হবে। [87,1632,779,1647]
country-line: Country: Bangladesh [799,758,939,772]
tail-conditions [53,1565,779,1662]
table-row [54,873,779,887]
post-name: স্বাস্থ্য সহকারী [89,693,187,741]
eoi-title: Request for Expressions of Interest (Consulting Services – Firm Selection) [911,691,1372,745]
post-no: ০৩ [54,599,89,647]
signatory-name: (Zakia Afroz) [1334,421,1409,433]
documents-list: (i) The Firm's Incorporation/Trade/registration documents from the country of the firm (ii) Firm's brochures; (iii) description of similar consultancy contracts, including the scope, contract amount, name of Client, period of the contract (date of contract signing to date of completion), location/ country of the services, etc. [836,1542,1484,1604]
eoi-body [785,757,1498,1982]
sms-second-example: Example: CSNARSINGDI YES XXXXXXXXXX. [181,1349,399,1361]
post-qual: কোন স্বীকৃত বোর্ড হইতে মাধ্যমিক স্কুল সার্টিফিকেট বা সমমানের পরীক্ষায় উত্তীর্ণ। [357,789,664,835]
sms-second-reply: Reply SMS: Congratulations, Applicant's Name. Your payment is completed successfully for CSNARSINGDI for Application for xxxxxxxxxx User ID is (ABCDEF) and Password (xxxxxxxx). [181,1362,727,1387]
condition-number: ০৮ [54,968,87,983]
signatory-contact: Phone: 02-2222218378, Email: helpdoepd@gmail.com [799,2104,1126,2119]
condition-text: পরীক্ষায় অংশগ্রহণে ইচ্ছুক প্রার্থীগণ http://csnarsingdi.teletalk.com.bd ওয়েবসাইটে আবেদনপত্র পূরণ করবেন। আবেদনের সময়সীমা নিম্নরূপঃ [87,1098,779,1112]
table-row [54,954,779,968]
table-row [54,1632,779,1647]
signatory-name: Md. Samsuzzaman Sarker [799,1994,972,2009]
sms-first-label: প্রথম এসএমএসঃ [54,1276,177,1333]
col-amendment: Amendment [1217,273,1489,289]
header-line-5: BSL Office complex (Building-2) [1042,178,1241,193]
condition-text: সরকারি, আধাসরকারি ও স্বায়ত্তশাসিত প্রতিষ্ঠানে কর্মরত প্রার্থীদের যথাযথ কর্তৃপক্ষের অনুমতিক্রমে আবেদন করতে হবে এবং মৌখিক পরীক্ষার সময় অনাপত্তিপত্র (NOC) প্রদর্শন করতে হবে। [87,940,779,955]
district-eligibility: শুধুমাত্র নরসিংদী জেলার স্থায়ী বাসিন্দাগণ আবেদন করতে পারবেন। স্বাস্থ্য সহকারী পদের জন্য সংশ্লিষ্ট উপজেলার স্থায়ী বাসিন্দাগণ আবেদন করতে পারবেন। উপজেলাভিত্তিক শূন্যপদের বিবরণ ওয়েবসাইটে পাওয়া যাবে। [664,505,779,835]
condition-number: গ) [54,1179,87,1204]
list-item: 3. The objectives of the consultancy services are to conduct a first-time comprehensive environmental impact and damage assessment to understand the impact brought by FDMNs' inhabitation in Ukhia, Teknaf, and Hatiya in the Chattogram division. [836,1168,1484,1216]
gd-number: GD-2090 [792,459,831,469]
recovery-table [53,1466,779,1529]
list-item: 6. The Department of Environment (DoE) now invites eligible consulting firms ("Consultants") to indicate their interest in providing the services. Interested Consultants should provide information demonstrating that they have the required qualifications and relevant experience to perform the services. The shortlisting criteria are: a) General Experience of the Firm in providing similar services (core business and years in business); b) Experience in similar assignments of compatible size, complexity and technical specialty in the required areas; c) Experience in development partners funded similar Projects. [836,1365,1484,1499]
list-item: 7. Consultants are requested to submit, but not limited to, the following supporting documents in support of the above-mentioned criteria: (i) The Firm's Incorporation/Trade/registration documents from the country of the firm (ii) Firm's brochures; (iii) description of similar consultancy contracts, including the scope, contract amount, name of Client, period of the contract (date of contract signing to date of completion), location/ country of the services, etc. [836,1506,1484,1605]
list-item: 13. The authority reserves the right to accept or reject any or all EoIs without assigning any reason, whatsoever. [836,1949,1484,1981]
table-row [54,983,779,997]
